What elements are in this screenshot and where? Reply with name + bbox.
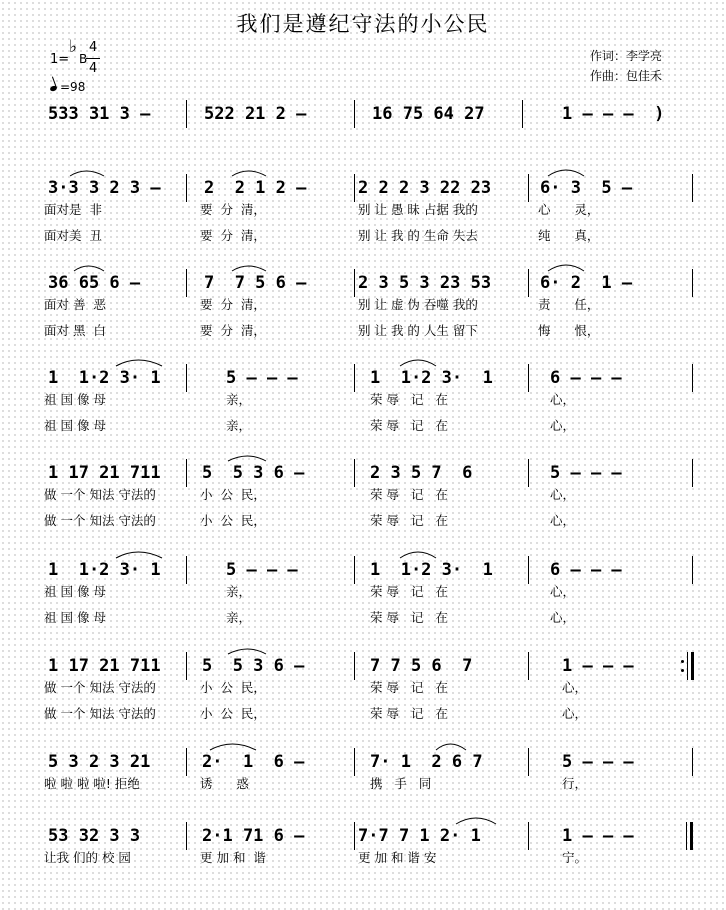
lyric: 做 一个 知法 守法的 [44, 706, 156, 721]
measure: 2· 1 6 – [202, 752, 305, 772]
slur [436, 744, 466, 750]
lyric: 行， [562, 776, 588, 791]
lyric: 祖 国 像 母 [44, 392, 106, 407]
lyric: 面对 黑 白 [44, 323, 106, 338]
lyric: 小 公 民， [200, 706, 266, 721]
lyric: 要 分 清， [200, 202, 266, 217]
lyric: 小 公 民， [200, 513, 266, 528]
slur [400, 360, 436, 366]
tempo-value: =98 [60, 80, 86, 94]
lyric: 别 让 虚 伪 吞噬 我的 [358, 297, 478, 312]
measure: 7· 1 2 6 7 [370, 752, 483, 772]
lyric: 面对 善 恶 [44, 297, 106, 312]
lyric: 心， [550, 513, 576, 528]
measure: 533 31 3 – [48, 104, 151, 124]
measure: 53 32 3 3 [48, 826, 141, 846]
lyric: 荣 辱 记 在 [370, 584, 448, 599]
measure: 7 7 5 6 7 [370, 656, 473, 676]
measure: 1 17 21 711 [48, 656, 161, 676]
lyric: 要 分 清， [200, 228, 266, 243]
measure: 2 2 1 2 – [204, 178, 307, 198]
slur [228, 649, 266, 654]
measure: 2 2 2 3 22 23 [358, 178, 492, 198]
slur [548, 265, 584, 271]
measure: 6· 3 5 – [540, 178, 633, 198]
measure: 1 – – – [562, 656, 634, 676]
lyric: 荣 辱 记 在 [370, 392, 448, 407]
measure: 7·7 7 1 2· 1 [358, 826, 481, 846]
slur [232, 266, 266, 271]
lyric: 祖 国 像 母 [44, 584, 106, 599]
lyric: 要 分 清， [200, 297, 266, 312]
measure: 1 17 21 711 [48, 463, 161, 483]
measure: 36 65 6 – [48, 273, 141, 293]
slur [70, 171, 104, 176]
lyric: 面对是 非 [44, 202, 102, 217]
slur [548, 170, 584, 176]
lyric: 心， [550, 418, 576, 433]
lyricist-credit: 作词：李学亮 [590, 49, 663, 63]
lyric: 做 一个 知法 守法的 [44, 487, 156, 502]
slur [116, 552, 162, 558]
measure: 522 21 2 – [204, 104, 307, 124]
measure: 5 – – – [550, 463, 622, 483]
lyric: 心 灵， [538, 202, 600, 217]
lyric: 亲， [226, 610, 252, 625]
slur [232, 171, 266, 176]
measure: 5 5 3 6 – [202, 463, 305, 483]
lyric: 携 手 同 [370, 776, 432, 791]
lyric: 荣 辱 记 在 [370, 418, 448, 433]
lyric: 别 让 我 的 人生 留下 [358, 323, 478, 338]
measure: 6 – – – [550, 560, 622, 580]
flat-sign: ♭ [69, 37, 78, 57]
lyric: 让我 们的 校 园 [44, 850, 131, 865]
slur [400, 552, 436, 558]
lyric: 荣 辱 记 在 [370, 610, 448, 625]
measure: 2 3 5 7 6 [370, 463, 473, 483]
measure: 1 1·2 3· 1 [48, 560, 161, 580]
measure: 7 7 5 6 – [204, 273, 307, 293]
lyric: 心， [550, 392, 576, 407]
key-label: 1= [50, 52, 70, 67]
time-signature-numerator: 4 [89, 40, 98, 55]
lyric: 别 让 愚 昧 占据 我的 [358, 202, 478, 217]
lyric: 小 公 民， [200, 680, 266, 695]
lyric: 小 公 民， [200, 487, 266, 502]
lyric: 面对美 丑 [44, 228, 102, 243]
measure: 5 3 2 3 21 [48, 752, 151, 772]
measure: 1 – – – ) [562, 104, 665, 124]
key-note: B [79, 52, 88, 66]
lyric: 做 一个 知法 守法的 [44, 513, 156, 528]
lyric: 祖 国 像 母 [44, 610, 106, 625]
lyric: 诱 惑 [200, 776, 249, 791]
measure: 6· 2 1 – [540, 273, 633, 293]
measure: 5 – – – [226, 560, 298, 580]
measure: 6 – – – [550, 368, 622, 388]
measure: 2 3 5 3 23 53 [358, 273, 492, 293]
lyric: 宁。 [562, 850, 588, 865]
slur [228, 456, 266, 461]
measure: 1 1·2 3· 1 [48, 368, 161, 388]
lyric: 荣 辱 记 在 [370, 487, 448, 502]
lyric: 更 加 和 谐 [200, 850, 266, 865]
lyric: 责 任， [538, 297, 600, 312]
lyric: 祖 国 像 母 [44, 418, 106, 433]
slur [74, 266, 104, 271]
lyric: 荣 辱 记 在 [370, 680, 448, 695]
measure: 3·3 3 2 3 – [48, 178, 161, 198]
lyric: 荣 辱 记 在 [370, 513, 448, 528]
measure: 2·1 71 6 – [202, 826, 305, 846]
song-title: 我们是遵纪守法的小公民 [236, 12, 490, 36]
lyric: 亲， [226, 392, 252, 407]
composer-credit: 作曲：包佳禾 [590, 69, 663, 83]
lyric: 纯 真， [538, 228, 600, 243]
measure: 5 – – – [562, 752, 634, 772]
lyric: 别 让 我 的 生命 失去 [358, 228, 478, 243]
lyric: 悔 恨， [538, 323, 600, 338]
measure: 1 1·2 3· 1 [370, 368, 493, 388]
slur [456, 818, 496, 824]
lyric: 做 一个 知法 守法的 [44, 680, 156, 695]
measure: 16 75 64 27 [372, 104, 485, 124]
lyric: 心， [550, 610, 576, 625]
measure: 1 1·2 3· 1 [370, 560, 493, 580]
lyric: 更 加 和 谐 安 [358, 850, 437, 865]
lyric: 心， [562, 680, 588, 695]
lyric: 心， [562, 706, 588, 721]
slur [116, 360, 162, 366]
measure: 5 5 3 6 – [202, 656, 305, 676]
lyric: 荣 辱 记 在 [370, 706, 448, 721]
slur [210, 744, 256, 750]
measure: 5 – – – [226, 368, 298, 388]
lyric: 心， [550, 584, 576, 599]
measure: 1 – – – [562, 826, 634, 846]
lyric: 亲， [226, 418, 252, 433]
time-signature-denominator: 4 [89, 61, 98, 76]
lyric: 啦 啦 啦 啦! 拒绝 [44, 776, 140, 791]
lyric: 要 分 清， [200, 323, 266, 338]
lyric: 亲， [226, 584, 252, 599]
lyric: 心， [550, 487, 576, 502]
